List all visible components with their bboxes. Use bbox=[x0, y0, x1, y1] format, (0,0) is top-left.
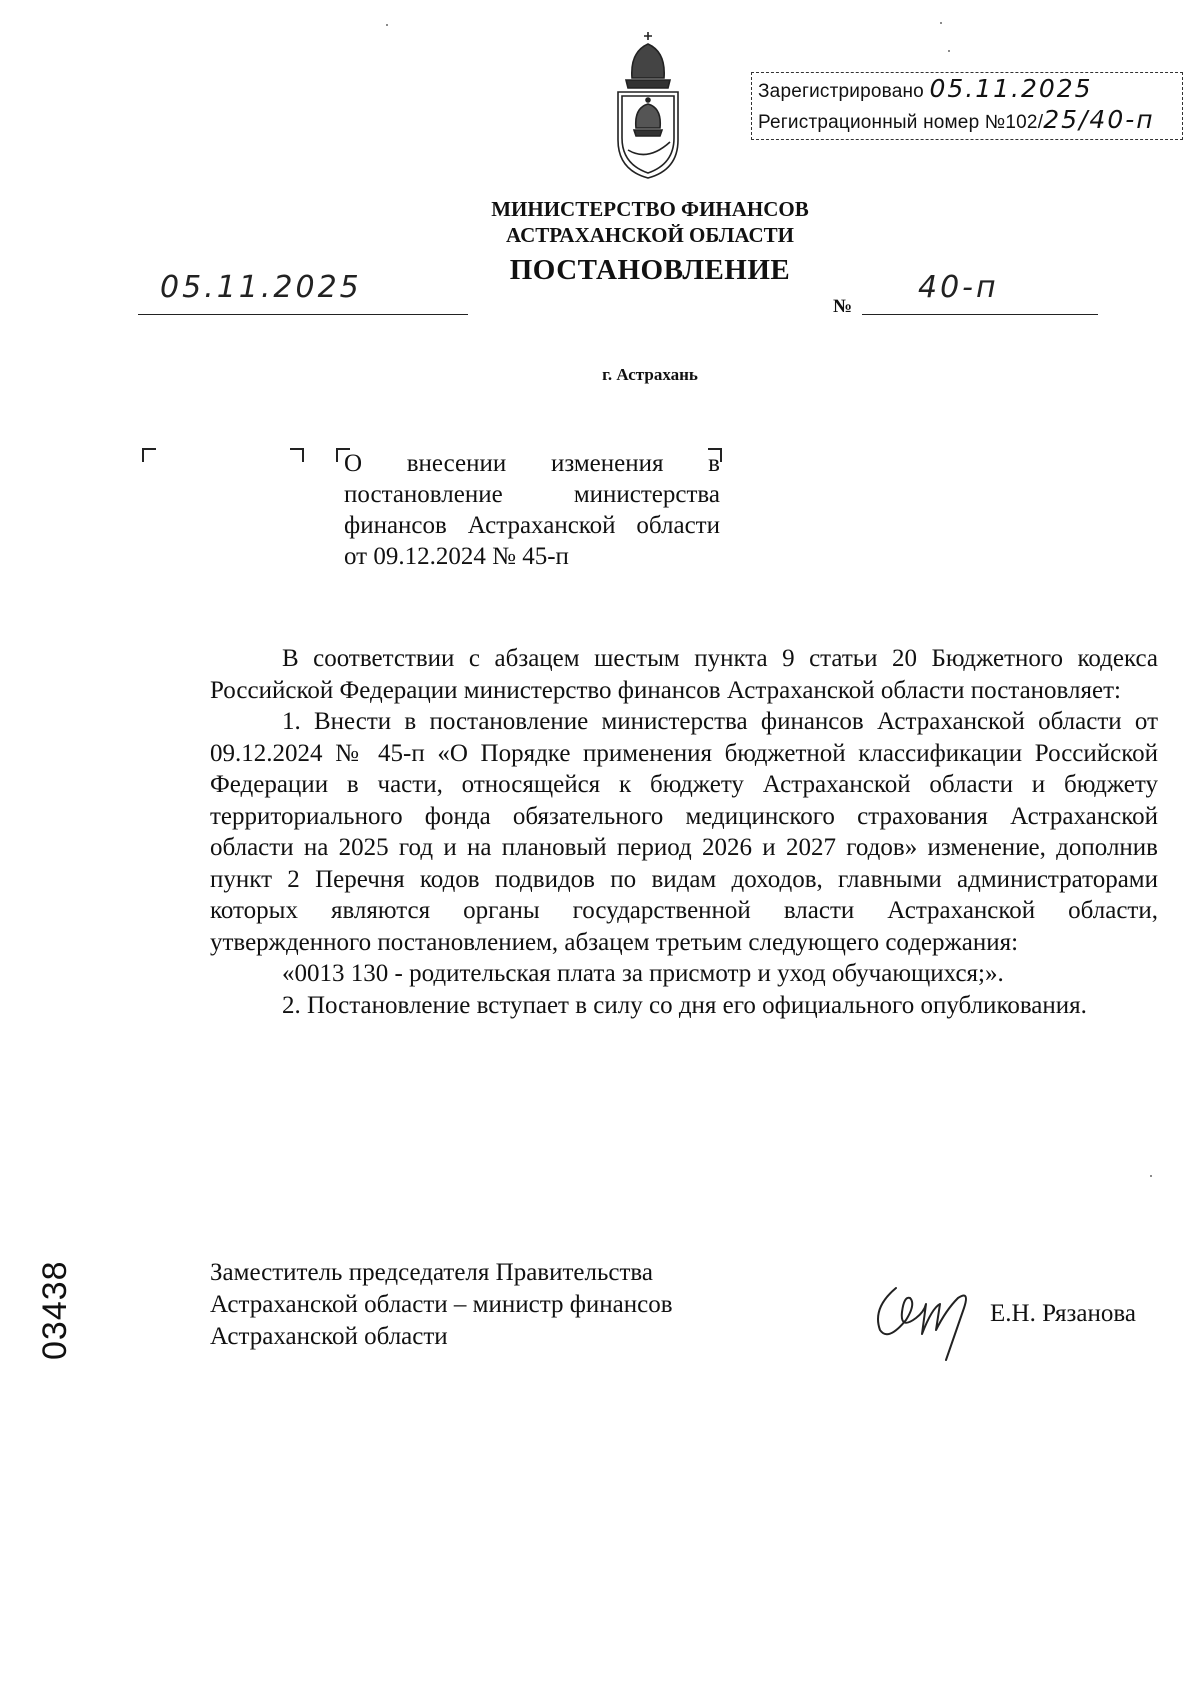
city: г. Астрахань bbox=[602, 365, 698, 384]
ministry-line-1: МИНИСТЕРСТВО ФИНАНСОВ bbox=[491, 197, 809, 221]
signatory-title-line-2: Астраханской области – министр финансов bbox=[210, 1291, 673, 1318]
reg-number-label: Регистрационный номер №102/ bbox=[758, 112, 1044, 133]
reg-number-value: 25/40-п bbox=[1043, 105, 1155, 134]
signatory-name: Е.Н. Рязанова bbox=[990, 1300, 1136, 1327]
scan-speck bbox=[940, 22, 942, 24]
number-underline bbox=[862, 314, 1098, 315]
signatory-title-line-3: Астраханской области bbox=[210, 1323, 448, 1350]
document-number: 40-п bbox=[918, 270, 999, 305]
ministry-line-2: АСТРАХАНСКОЙ ОБЛАСТИ bbox=[505, 223, 795, 247]
document-body bbox=[210, 643, 1158, 1021]
date-underline bbox=[138, 314, 468, 315]
signatory-title bbox=[210, 1257, 673, 1353]
coat-of-arms-emblem bbox=[612, 30, 684, 180]
scan-speck bbox=[948, 50, 950, 52]
corner-bracket bbox=[142, 448, 156, 462]
handwritten-signature bbox=[866, 1268, 978, 1364]
corner-bracket bbox=[290, 448, 304, 462]
signatory-title-line-1: Заместитель председателя Правительства bbox=[210, 1259, 653, 1286]
scan-speck bbox=[1150, 1175, 1152, 1177]
registered-label: Зарегистрировано bbox=[758, 81, 924, 102]
body-paragraph-preamble: В соответствии с абзацем шестым пункта 9 статьи 20 Бюджетного кодекса Российской Федерации министерство финансов Астраханской области постановляет: bbox=[210, 645, 1158, 704]
number-label: № bbox=[833, 296, 853, 317]
body-paragraph-item-2: 2. Постановление вступает в силу со дня его официального опубликования. bbox=[282, 991, 1087, 1019]
ministry-name bbox=[420, 196, 880, 248]
registered-date: 05.11.2025 bbox=[929, 74, 1093, 103]
document-type: ПОСТАНОВЛЕНИЕ bbox=[509, 254, 791, 286]
body-paragraph-item-1: 1. Внести в постановление министерства финансов Астраханской области от 09.12.2024 № 45-п «О Порядке применения бюджетной классификации Российской Федерации в части, относящейся к бюджету Астраханской области и бюджету территориального фонда обязательного медицинского страхования Астраханской области на 2025 год и на плановый период 2026 и 2027 годов» изменение, дополнив пункт 2 Перечня кодов подвидов по видам доходов, главными администраторами которых являются органы государственной власти Астраханской области, утвержденного постановлением, абзацем третьим следующего содержания: bbox=[210, 708, 1158, 956]
registration-stamp bbox=[751, 72, 1183, 140]
body-paragraph-code-line: «0013 130 - родительская плата за присмотр и уход обучающихся;». bbox=[282, 960, 1004, 987]
side-serial-number: 03438 bbox=[36, 1260, 74, 1360]
scan-speck bbox=[386, 24, 388, 26]
document-subject: О внесении изменения в постановление министерства финансов Астраханской области от 09.12.2024 № 45-п bbox=[344, 450, 720, 570]
document-date: 05.11.2025 bbox=[160, 270, 362, 305]
